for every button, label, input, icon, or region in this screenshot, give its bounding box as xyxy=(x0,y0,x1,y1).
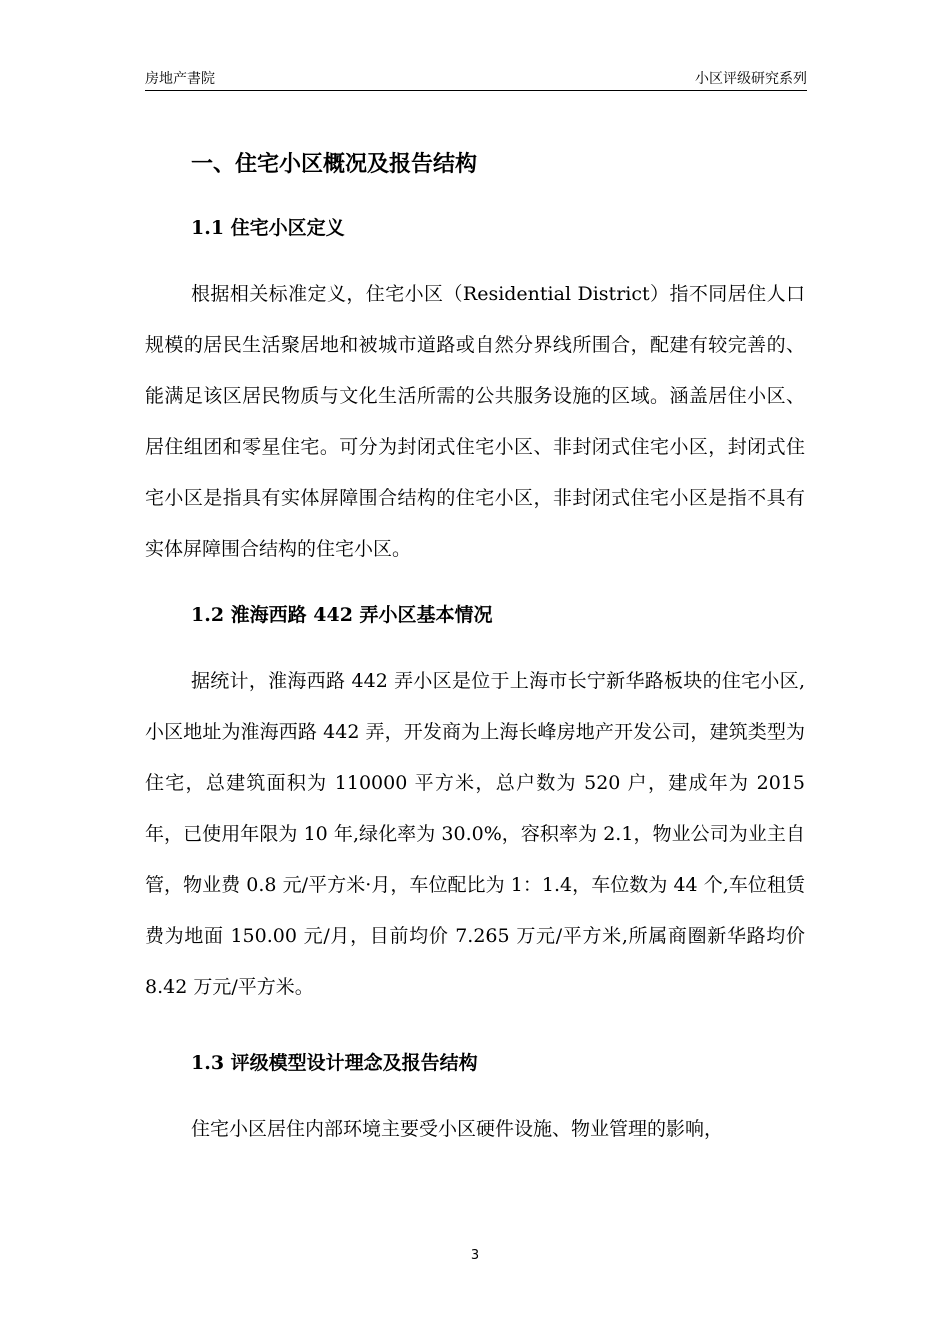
header-publisher: 房地产書院 xyxy=(145,71,215,87)
document-body xyxy=(145,142,805,1155)
page-header xyxy=(145,68,807,91)
paragraph-basic-info: 据统计，淮海西路 442 弄小区是位于上海市长宁新华路板块的住宅小区,小区地址为淮海西路 442 弄，开发商为上海长峰房地产开发公司，建筑类型为住宅，总建筑面积为 110000 平方米，总户数为 520 户，建成年为 2015 年，已使用年限为 10 年,绿化率为 30.0%，容积率为 2.1，物业公司为业主自管，物业费 0.8 元/平方米·月，车位配比为 1：1.4，车位数为 44 个,车位租赁费为地面 150.00 元/月，目前均价 7.265 万元/平方米,所属商圈新华路均价 8.42 万元/平方米。 xyxy=(145,670,805,998)
section-title: 一、住宅小区概况及报告结构 xyxy=(191,151,478,177)
subsection-heading-1-3: 1.3 评级模型设计理念及报告结构 xyxy=(191,1052,478,1074)
page-number: 3 xyxy=(470,1248,480,1263)
subsection-heading-1-1: 1.1 住宅小区定义 xyxy=(191,217,345,239)
header-series-title: 小区评级研究系列 xyxy=(695,71,807,87)
paragraph-definition: 根据相关标准定义，住宅小区（Residential District）指不同居住人口规模的居民生活聚居地和被城市道路或自然分界线所围合，配建有较完善的、能满足该区居民物质与文化生活所需的公共服务设施的区域。涵盖居住小区、居住组团和零星住宅。可分为封闭式住宅小区、非封闭式住宅小区，封闭式住宅小区是指具有实体屏障围合结构的住宅小区，非封闭式住宅小区是指不具有实体屏障围合结构的住宅小区。 xyxy=(145,283,805,560)
subsection-heading-1-2: 1.2 淮海西路 442 弄小区基本情况 xyxy=(191,604,493,626)
paragraph-model-design: 住宅小区居住内部环境主要受小区硬件设施、物业管理的影响， xyxy=(191,1118,724,1140)
